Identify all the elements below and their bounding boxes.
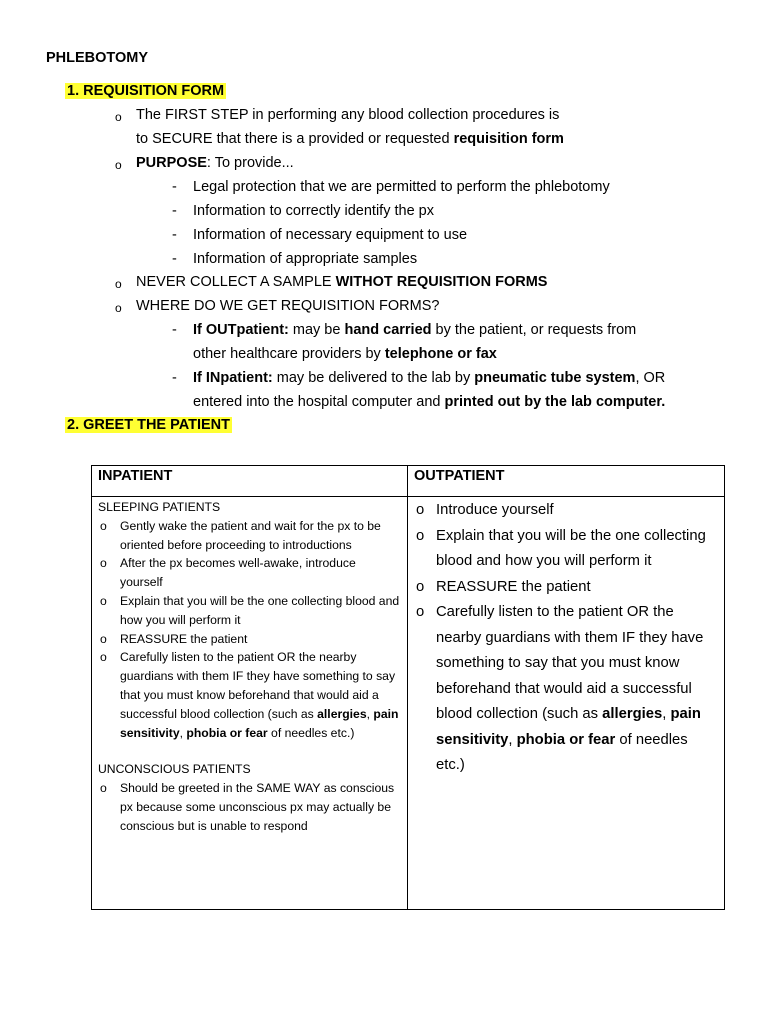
- list-item-text: of needles etc.): [267, 725, 355, 740]
- phobia-text: phobia or fear: [186, 725, 268, 740]
- bullet-icon: o: [100, 593, 107, 608]
- list-item-text: Carefully listen to the patient OR the nearby guardians with them IF they have something to say that you must know beforehand that would aid a successful blood collection (such as: [436, 604, 704, 722]
- table-header-row: [92, 466, 725, 497]
- list-item-text: REASSURE the patient: [436, 578, 591, 595]
- list-item-text: After the px becomes well-awake, introduce yourself: [120, 556, 356, 590]
- bullet-icon: o: [100, 556, 107, 571]
- outpatient-cell: [408, 497, 725, 910]
- list-item-text: REASSURE the patient: [120, 631, 248, 646]
- outpatient-text: may be: [288, 322, 345, 338]
- list-item: [98, 779, 401, 835]
- unconscious-patients-label: UNCONSCIOUS PATIENTS: [98, 762, 251, 777]
- purpose-item: Legal protection that we are permitted to perform the phlebotomy: [193, 179, 610, 195]
- bullet-icon: o: [416, 527, 425, 544]
- never-collect-text: [136, 274, 547, 290]
- bullet-icon: o: [100, 518, 107, 533]
- list-item-text: Introduce yourself: [436, 502, 554, 518]
- bullet-icon: o: [115, 110, 122, 124]
- purpose-item: Information of necessary equipment to use: [193, 227, 468, 243]
- list-item-text: Carefully listen to the patient OR the nearby guardians with them IF they have something to say that you must know beforehand that would aid a successful blood collection (such as: [120, 650, 396, 721]
- list-item: [98, 554, 401, 592]
- greeting-table: [91, 465, 725, 910]
- list-item: [414, 524, 716, 575]
- inpatient-bold: pneumatic tube system: [474, 370, 636, 386]
- dash-icon: -: [172, 203, 177, 219]
- purpose-line: [136, 155, 294, 171]
- bullet-icon: o: [416, 502, 425, 518]
- list-item-text: Explain that you will be the one collecting blood and how you will perform it: [436, 527, 706, 569]
- bullet-icon: o: [100, 631, 107, 646]
- separator-text: ,: [508, 731, 517, 748]
- allergies-text: allergies: [317, 706, 367, 721]
- list-item: [414, 600, 716, 779]
- inpatient-label: If INpatient:: [193, 370, 273, 386]
- inpatient-source-cont: [193, 394, 665, 410]
- inpatient-source: [193, 370, 665, 386]
- dash-icon: -: [172, 322, 177, 338]
- section-heading-greet-the-patient: 2. GREET THE PATIENT: [67, 417, 231, 433]
- bullet-icon: o: [115, 301, 122, 315]
- sleeping-patients-label: SLEEPING PATIENTS: [98, 500, 221, 514]
- dash-icon: -: [172, 370, 177, 386]
- column-header-inpatient: INPATIENT: [92, 466, 408, 497]
- secure-text-bold: requisition form: [453, 131, 564, 147]
- never-collect-bold: WITHOT REQUISITION FORMS: [335, 274, 548, 290]
- outpatient-source-cont: [193, 346, 497, 362]
- pain-sensitivity-text: pain sensitivity: [120, 706, 399, 740]
- purpose-item: Information of appropriate samples: [193, 251, 418, 267]
- list-item-text: Should be greeted in the SAME WAY as conscious px because some unconscious px may actually be conscious but is unable to respond: [120, 781, 395, 833]
- section-heading-requisition-form: 1. REQUISITION FORM: [67, 83, 225, 99]
- list-item-text: Gently wake the patient and wait for the px to be oriented before proceeding to introductions: [120, 518, 381, 552]
- outpatient-bold: hand carried: [344, 322, 432, 338]
- page-title: PHLEBOTOMY: [46, 50, 149, 66]
- purpose-label: PURPOSE: [136, 155, 207, 171]
- dash-icon: -: [172, 251, 177, 267]
- list-item-text: Explain that you will be the one collecting blood and how you will perform it: [120, 593, 400, 627]
- bullet-icon: o: [115, 277, 122, 291]
- bullet-icon: o: [100, 650, 107, 665]
- list-item: [98, 630, 401, 649]
- bullet-icon: o: [416, 578, 425, 595]
- bullet-icon: o: [100, 781, 107, 796]
- purpose-rest: : To provide...: [206, 155, 294, 171]
- where-text: WHERE DO WE GET REQUISITION FORMS?: [136, 298, 440, 314]
- table-row: [92, 497, 725, 910]
- inpatient-text: , OR: [635, 370, 666, 386]
- column-header-outpatient: OUTPATIENT: [408, 466, 725, 497]
- outpatient-label: If OUTpatient:: [193, 322, 289, 338]
- bullet-icon: o: [416, 604, 425, 620]
- outpatient-bold: telephone or fax: [384, 346, 497, 362]
- inpatient-text: entered into the hospital computer and: [193, 394, 445, 410]
- list-item: [414, 575, 716, 601]
- list-item: [98, 517, 401, 555]
- purpose-item: Information to correctly identify the px: [193, 203, 434, 219]
- outpatient-source: [193, 322, 636, 338]
- dash-icon: -: [172, 227, 177, 243]
- pain-sensitivity-text: pain sensitivity: [436, 706, 701, 748]
- never-collect-plain: NEVER COLLECT A SAMPLE: [136, 274, 336, 290]
- list-item: [414, 498, 716, 524]
- separator-text: ,: [662, 706, 671, 722]
- outpatient-text: by the patient, or requests from: [431, 322, 637, 338]
- inpatient-cell: [92, 497, 408, 910]
- phobia-text: phobia or fear: [516, 731, 616, 748]
- separator-text: ,: [179, 725, 187, 740]
- bullet-icon: o: [115, 158, 122, 172]
- allergies-text: allergies: [602, 706, 663, 722]
- inpatient-bold: printed out by the lab computer.: [444, 394, 666, 410]
- first-step-text: The FIRST STEP in performing any blood collection procedures is: [136, 107, 560, 123]
- separator-text: ,: [366, 706, 374, 721]
- list-item-text: of needles etc.): [436, 731, 688, 773]
- secure-text: [136, 131, 564, 147]
- list-item: [98, 592, 401, 630]
- list-item: [98, 648, 401, 742]
- dash-icon: -: [172, 179, 177, 195]
- outpatient-text: other healthcare providers by: [193, 346, 385, 362]
- inpatient-text: may be delivered to the lab by: [272, 370, 475, 386]
- secure-text-plain: to SECURE that there is a provided or requested: [136, 131, 454, 147]
